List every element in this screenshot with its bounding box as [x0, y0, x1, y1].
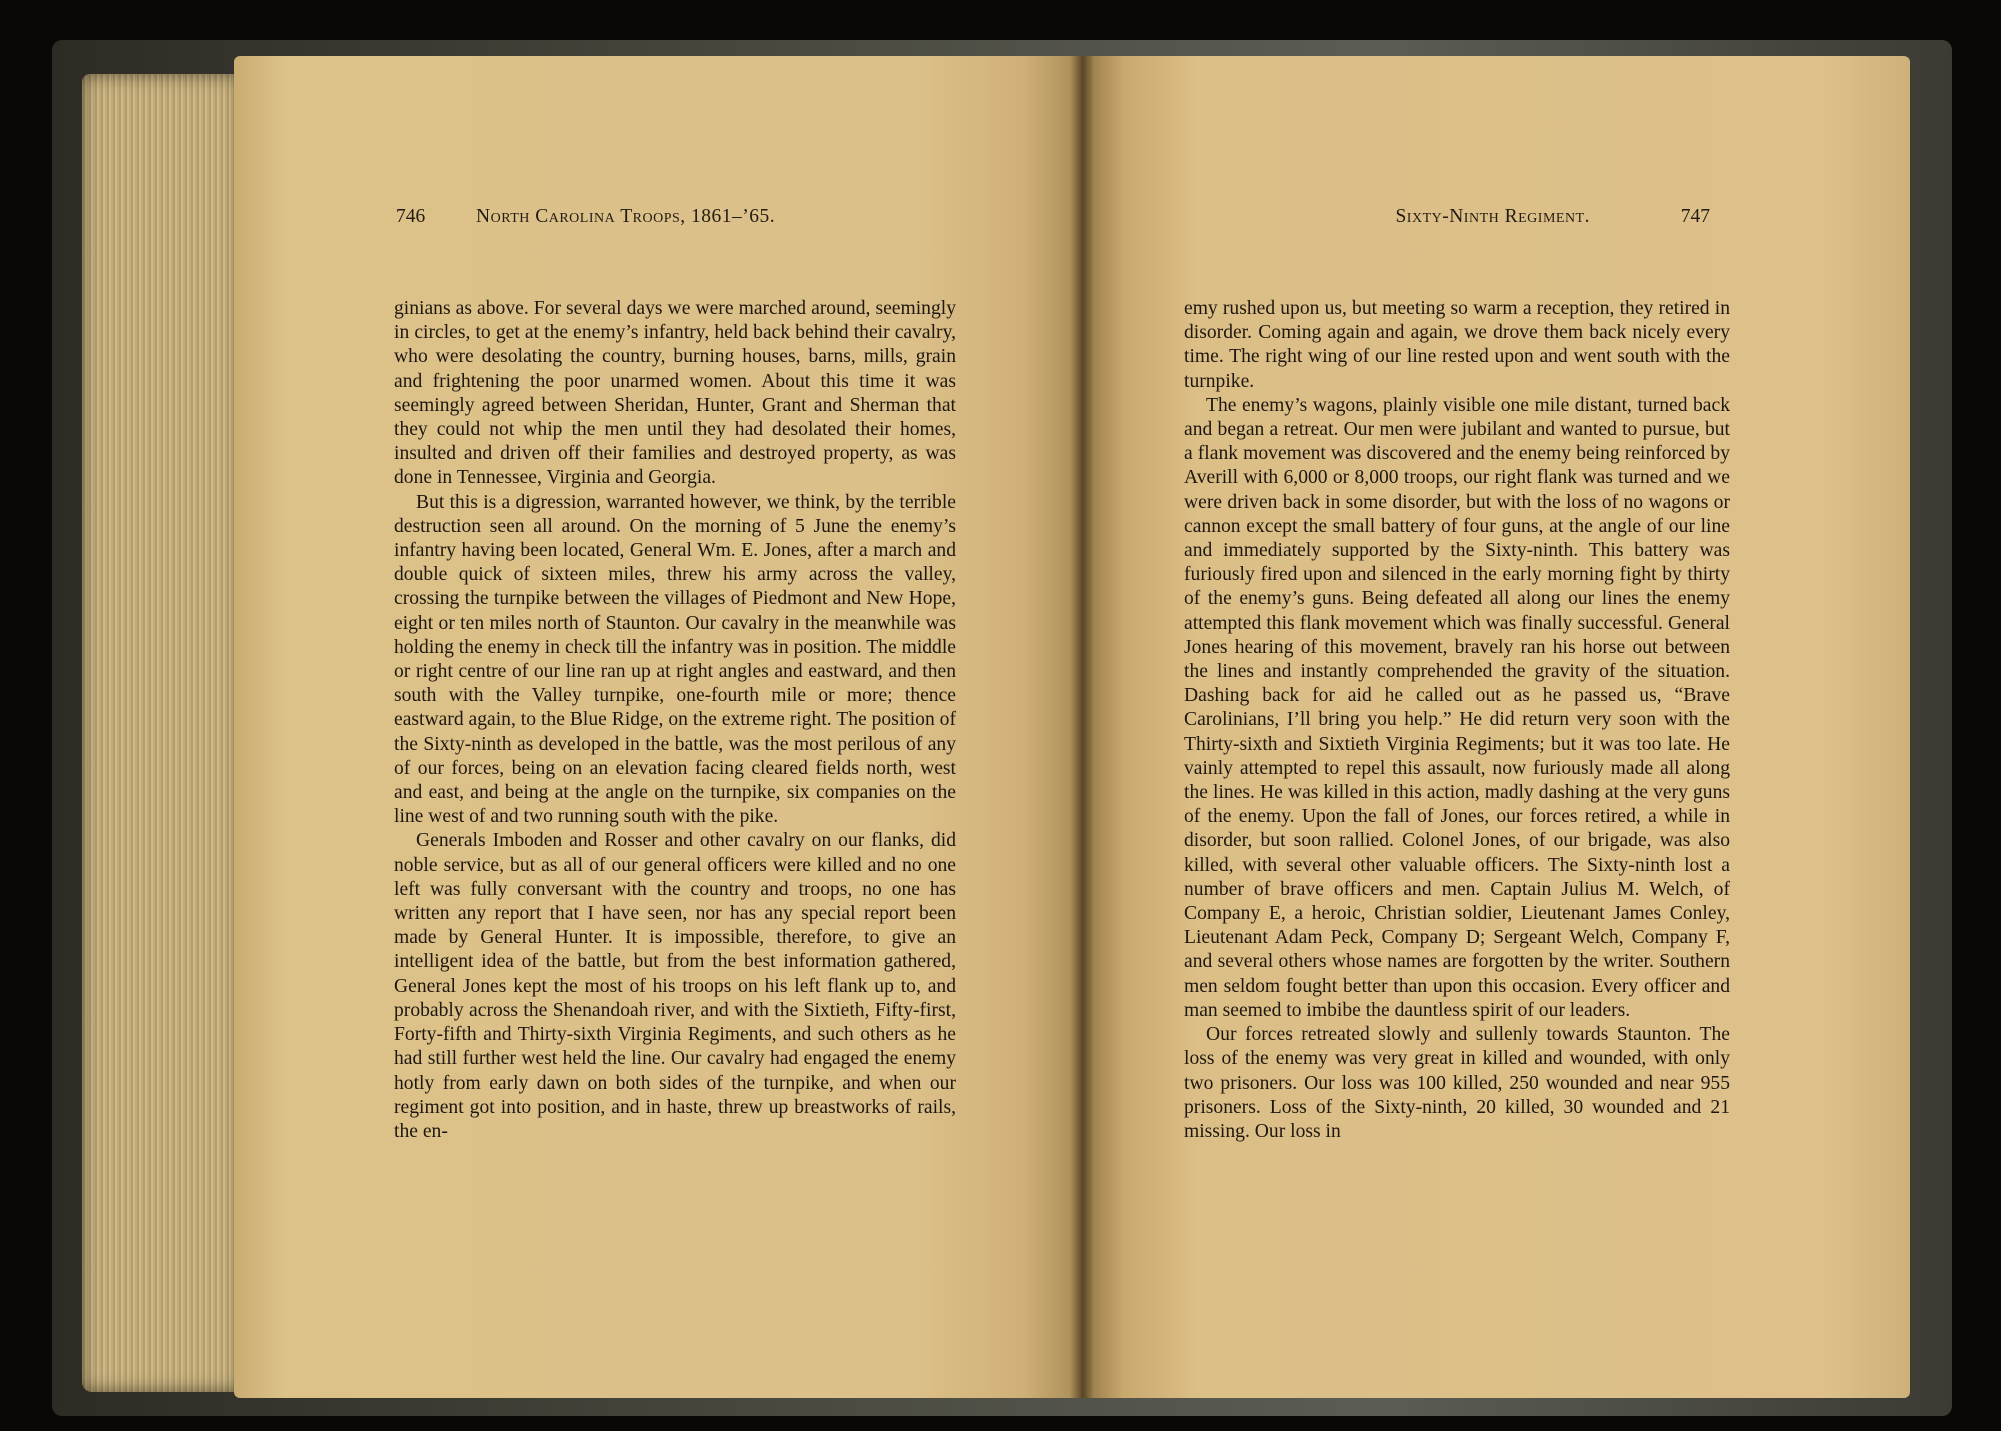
right-running-head: Sixty-Ninth Regiment. [1395, 206, 1590, 227]
paragraph: The enemy’s wagons, plainly visible one mile distant, turned back and began a retreat. Our men were jubilant and wanted to pursue, but a flank movement was discovered and the enemy being reinforced by Averill with 6,000 or 8,000 troops, our right flank was turned and we were driven back in some disorder, but with the loss of no wagons or cannon except the small battery of four guns, at the angle of our line and immediately supported by the Sixty-ninth. This battery was furiously fired upon and silenced in the early morning fight by thirty of the enemy’s guns. Being defeated all along our lines the enemy attempted this flank movement which was finally successful. General Jones hearing of this movement, bravely ran his horse out between the lines and instantly comprehended the gravity of the situation. Dashing back for aid he called out as he passed us, “Brave Carolinians, I’ll bring you help.” He did return very soon with the Thirty-sixth and Sixtieth Virginia Regiments; but it was too late. He vainly attempted to repel this assault, now furiously made all along the lines. He was killed in this action, madly dashing at the very guns of the enemy. Upon the fall of Jones, our forces retired, a while in disorder, but soon rallied. Colonel Jones, of our brigade, was also killed, with several other valuable officers. The Sixty-ninth lost a number of brave officers and men. Captain Julius M. Welch, of Company E, a heroic, Christian soldier, Lieutenant James Conley, Lieutenant Adam Peck, Company D; Sergeant Welch, Company F, and several others whose names are forgotten by the writer. Southern men seldom fought better than upon this occasion. Every officer and man seemed to imbibe the dauntless spirit of our leaders. [1184, 394, 1730, 1021]
page-edges [82, 74, 242, 1392]
paragraph: Our forces retreated slowly and sullenly towards Staunton. The loss of the enemy was very great in killed and wounded, with only two prisoners. Our loss was 100 killed, 250 wounded and near 955 prisoners. Loss of the Sixty-ninth, 20 killed, 30 wounded and 21 missing. Our loss in [1184, 1024, 1730, 1142]
right-page-header [1082, 206, 1710, 236]
paragraph: Generals Imboden and Rosser and other cavalry on our flanks, did noble service, but as all of our general officers were killed and no one left was fully conversant with the country and troops, no one has written any report that I have seen, nor has any special report been made by General Hunter. It is impossible, therefore, to give an intelligent idea of the battle, but from the best information gathered, General Jones kept the most of his troops on his left flank up to, and probably across the Shenandoah river, and with the Sixtieth, Fifty-first, Forty-fifth and Thirty-sixth Virginia Regiments, and such others as he had still further west held the line. Our cavalry had engaged the enemy hotly from early dawn on both sides of the turnpike, and when our regiment got into position, and in haste, threw up breastworks of rails, the en- [394, 830, 956, 1142]
paragraph: But this is a digression, warranted however, we think, by the terrible destruction seen all around. On the morning of 5 June the enemy’s infantry having been located, General Wm. E. Jones, after a march and double quick of sixteen miles, threw his army across the valley, crossing the turnpike between the villages of Piedmont and New Hope, eight or ten miles north of Staunton. Our cavalry in the meanwhile was holding the enemy in check till the infantry was in position. The middle or right centre of our line ran up at right angles and eastward, and then south with the Valley turnpike, one-fourth mile or more; thence eastward again, to the Blue Ridge, on the extreme right. The position of the Sixty-ninth as developed in the battle, was the most perilous of any of our forces, being on an elevation facing cleared fields north, west and east, and being at the angle on the turnpike, six companies on the line west of and two running south with the pike. [394, 491, 956, 828]
paragraph: ginians as above. For several days we were marched around, seemingly in circles, to get at the enemy’s infantry, held back behind their cavalry, who were desolating the country, burning houses, barns, mills, grain and frightening the poor unarmed women. About this time it was seemingly agreed between Sheridan, Hunter, Grant and Sherman that they could not whip the men until they had desolated their homes, insulted and driven off their families and destroyed property, as was done in Tennessee, Virginia and Georgia. [394, 298, 956, 489]
left-page-text [394, 297, 956, 1144]
book-gutter [1070, 56, 1094, 1398]
left-page [234, 56, 1082, 1398]
left-running-head: North Carolina Troops, 1861–’65. [476, 206, 776, 227]
right-page-number: 747 [1680, 206, 1710, 227]
left-page-number: 746 [396, 206, 426, 227]
right-page-text [1184, 297, 1730, 1144]
left-page-header [396, 206, 1046, 236]
paragraph: emy rushed upon us, but meeting so warm a reception, they retired in disorder. Coming again and again, we drove them back nicely every time. The right wing of our line rested upon and went south with the turnpike. [1184, 298, 1730, 392]
right-page [1082, 56, 1910, 1398]
